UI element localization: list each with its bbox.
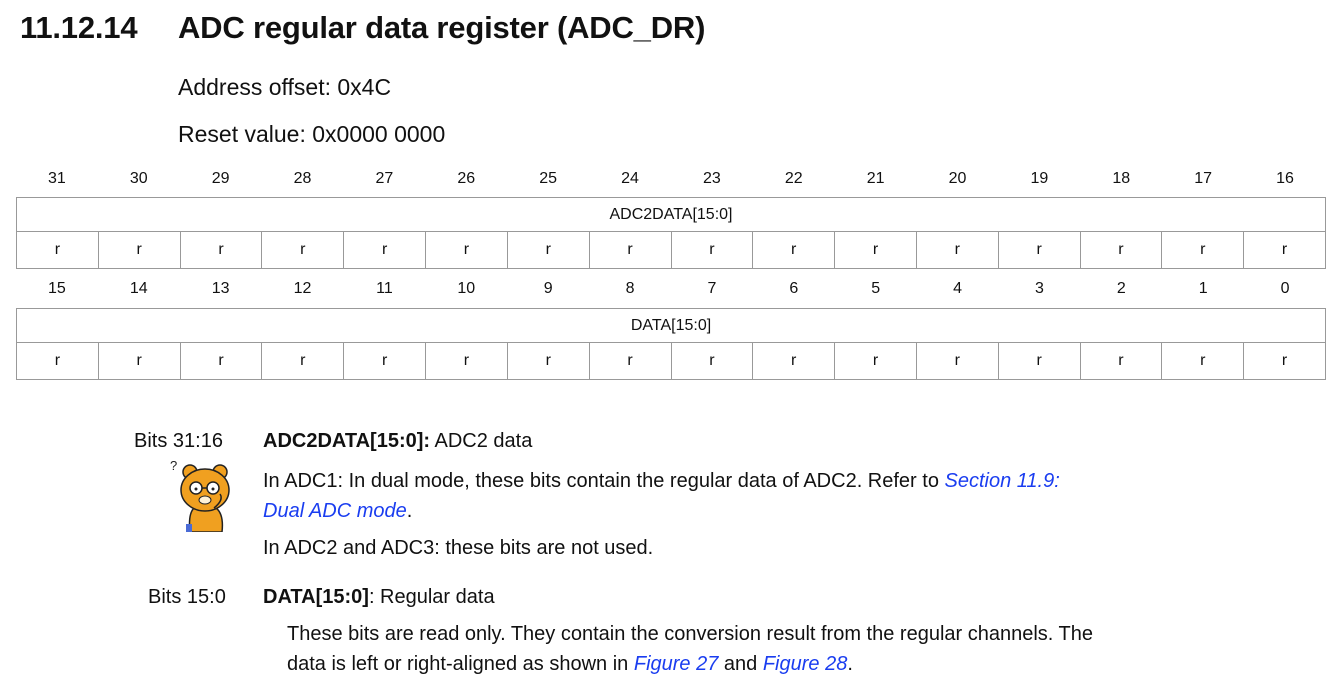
access-cell: r [671, 232, 753, 269]
access-cell: r [344, 232, 426, 269]
access-cell: r [180, 343, 262, 380]
access-cell: r [98, 232, 180, 269]
dual-adc-mode-link[interactable]: Dual ADC mode [263, 500, 407, 522]
access-cell: r [426, 232, 508, 269]
upper-register-table [16, 197, 1326, 269]
access-cell: r [998, 232, 1080, 269]
field2-bits: Bits 15:0 [148, 586, 226, 608]
lower-register-table [16, 308, 1326, 380]
figure-28-link[interactable]: Figure 28 [762, 653, 848, 675]
bit-number: 7 [707, 280, 717, 297]
field1-bits: Bits 31:16 [134, 430, 223, 452]
bear-mascot-icon [168, 456, 240, 532]
field1-line2-suffix: . [406, 500, 413, 522]
bit-number: 16 [1276, 170, 1294, 187]
field2-line2-mid: and [718, 653, 763, 675]
access-cell: r [262, 232, 344, 269]
field2-description [287, 619, 1093, 679]
bit-number: 3 [1034, 280, 1044, 297]
bit-number: 30 [129, 170, 148, 187]
bit-number: 1 [1198, 280, 1208, 297]
bit-number: 27 [375, 170, 394, 187]
field2-summary: : Regular data [368, 586, 495, 608]
bit-number: 18 [1112, 170, 1131, 187]
field2-line2-suffix: . [847, 653, 853, 675]
access-cell: r [98, 343, 180, 380]
access-cell: r [262, 343, 344, 380]
access-cell: r [17, 343, 99, 380]
bit-number: 22 [784, 170, 803, 187]
upper-bit-numbers [16, 170, 1326, 188]
access-cell: r [753, 232, 835, 269]
access-cell: r [916, 343, 998, 380]
access-cell: r [671, 343, 753, 380]
field1-description [263, 466, 1060, 526]
bit-number: 2 [1116, 280, 1126, 297]
access-cell: r [507, 232, 589, 269]
bit-number: 20 [948, 170, 967, 187]
bit-number: 5 [871, 280, 881, 297]
access-cell: r [589, 343, 671, 380]
svg-text:?: ? [170, 458, 178, 473]
access-cell: r [589, 232, 671, 269]
lower-field-name: DATA[15:0] [17, 309, 1326, 343]
section-11-9-link[interactable]: Section 11.9: [944, 470, 1060, 492]
bit-number: 15 [48, 280, 66, 297]
access-cell: r [180, 232, 262, 269]
field1-line1: In ADC1: In dual mode, these bits contain the regular data of ADC2. Refer to [263, 470, 945, 492]
bit-number: 21 [866, 170, 885, 187]
access-cell: r [1162, 232, 1244, 269]
access-cell: r [507, 343, 589, 380]
bit-number: 4 [953, 280, 963, 297]
field2-line2-prefix: data is left or right-aligned as shown in [287, 653, 634, 675]
upper-field-name: ADC2DATA[15:0] [17, 198, 1326, 232]
field2-title [263, 584, 495, 610]
field1-summary: ADC2 data [430, 430, 533, 452]
access-cell: r [835, 343, 917, 380]
access-cell: r [1080, 232, 1162, 269]
bit-number: 23 [703, 170, 721, 187]
bit-number: 31 [48, 170, 66, 187]
bit-number: 8 [625, 280, 635, 297]
access-cell: r [753, 343, 835, 380]
reset-value: Reset value: 0x0000 0000 [178, 121, 446, 147]
bit-number: 24 [621, 170, 639, 187]
bit-number: 29 [211, 170, 230, 187]
bit-number: 13 [211, 280, 230, 297]
access-cell: r [17, 232, 99, 269]
bit-number: 0 [1280, 280, 1290, 297]
access-cell: r [998, 343, 1080, 380]
field1-name: ADC2DATA[15:0]: [263, 430, 431, 452]
bit-number: 25 [539, 170, 558, 187]
access-cell: r [1162, 343, 1244, 380]
bit-number: 6 [789, 280, 799, 297]
bit-number: 19 [1030, 170, 1049, 187]
access-cell: r [1244, 232, 1326, 269]
access-cell: r [1080, 343, 1162, 380]
bit-number: 28 [293, 170, 312, 187]
bit-number: 26 [457, 170, 476, 187]
bit-number: 10 [457, 280, 476, 297]
field2-name: DATA[15:0] [263, 586, 369, 608]
bit-number: 9 [543, 280, 553, 297]
lower-bit-numbers [16, 280, 1326, 298]
section-title: ADC regular data register (ADC_DR) [178, 10, 706, 45]
access-cell: r [835, 232, 917, 269]
field2-line1: These bits are read only. They contain the conversion result from the regular channels. The [287, 623, 1093, 645]
address-offset: Address offset: 0x4C [178, 74, 392, 100]
bit-number: 11 [376, 280, 393, 297]
access-cell: r [426, 343, 508, 380]
bit-number: 17 [1194, 170, 1213, 187]
access-cell: r [916, 232, 998, 269]
access-cell: r [1244, 343, 1326, 380]
field1-note: In ADC2 and ADC3: these bits are not used. [263, 537, 654, 559]
figure-27-link[interactable]: Figure 27 [633, 653, 719, 675]
bit-number: 12 [293, 280, 312, 297]
bit-number: 14 [129, 280, 148, 297]
access-cell: r [344, 343, 426, 380]
field1-title [263, 428, 532, 454]
section-number: 11.12.14 [20, 10, 138, 45]
section-heading [20, 10, 705, 46]
